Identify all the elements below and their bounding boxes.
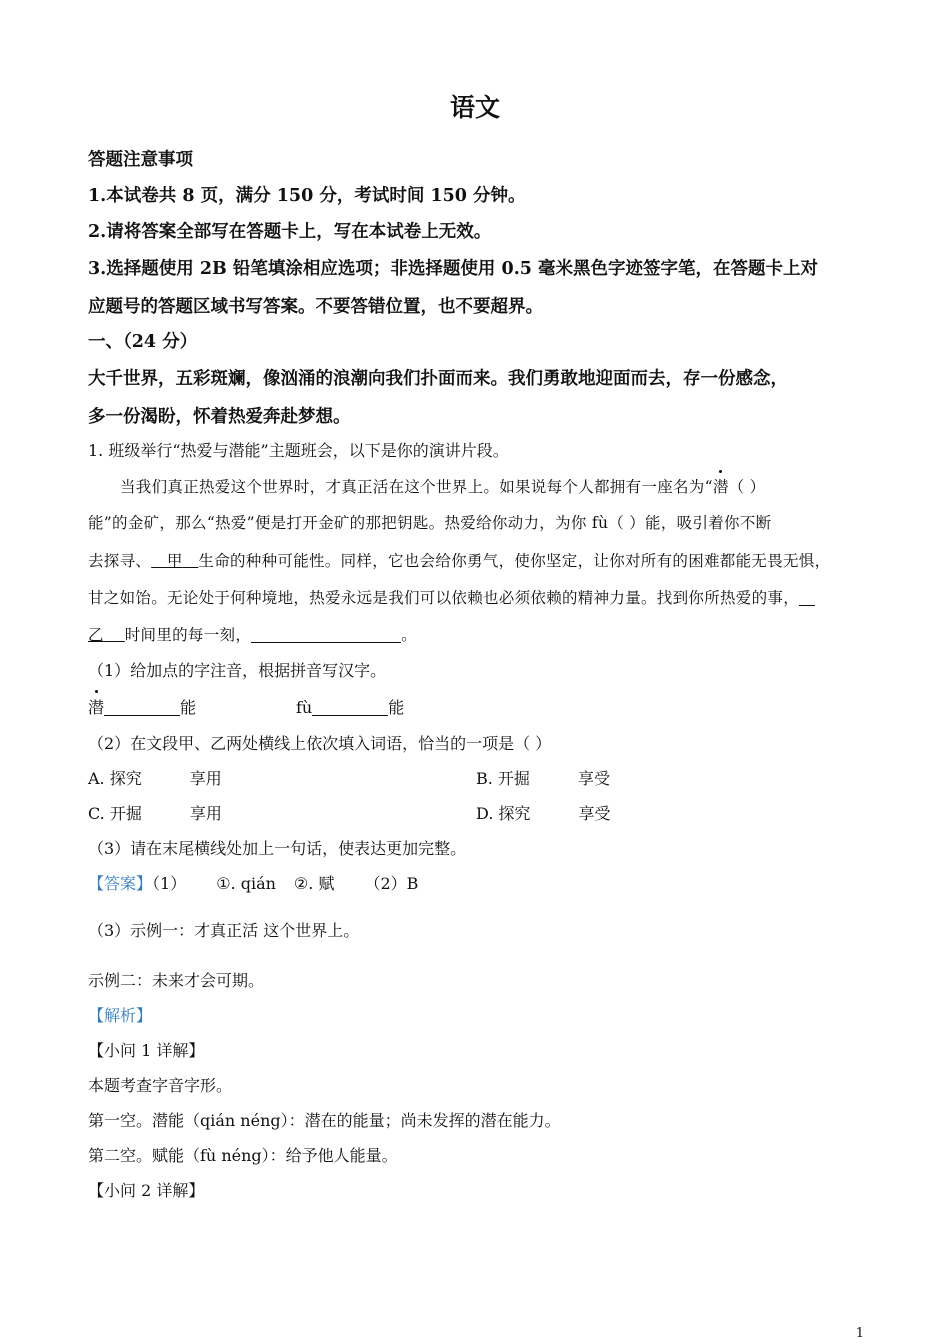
section-intro: 大千世界，五彩斑斓，像汹涌的浪潮向我们扑面而来。我们勇敢地迎面而去，存一份感念， — [88, 369, 788, 389]
analysis-line: 第一空。潜能（qián néng）：潜在的能量；尚未发挥的潜在能力。 — [88, 1111, 561, 1130]
blank-jia: 甲 — [166, 552, 183, 570]
fill-blank — [312, 699, 388, 716]
option-c: C. 开掘 享用 — [88, 804, 222, 823]
fill-blank — [104, 699, 180, 716]
answer-line: （3）示例一：才真正活 这个世界上。 — [88, 921, 360, 940]
passage-line: 甘之如饴。无论处于何种境地，热爱永远是我们可以依赖也必须依赖的精神力量。找到你所热爱的事， — [88, 586, 815, 608]
answer-tag: 【答案】 — [88, 874, 153, 893]
section-heading: 一、（24 分） — [88, 332, 198, 352]
blank-line — [799, 589, 815, 606]
blank-yi: 乙 — [88, 626, 104, 644]
page-title: 语文 — [449, 93, 500, 122]
dotted-char: 潜 — [88, 695, 104, 718]
notice-item: 应题号的答题区域书写答案。不要答错位置，也不要超界。 — [88, 297, 543, 317]
answer-line: 示例二：未来才会可期。 — [88, 971, 265, 990]
notice-heading: 答题注意事项 — [88, 150, 193, 170]
passage-line: 乙 时间里的每一刻， 。 — [88, 626, 417, 644]
passage-line: 能”的金矿，那么“热爱”便是打开金矿的那把钥匙。热爱给你动力，为你 fù（ ）能，吸引着你不断 — [88, 514, 772, 532]
analysis-tag: 【解析】 — [88, 1006, 153, 1025]
answer-blank — [251, 626, 401, 643]
sub1-fill-line: fù 能 — [296, 698, 405, 717]
notice-item: 2.请将答案全部写在答题卡上，写在本试卷上无效。 — [88, 222, 492, 242]
answer-line: 【答案】（1） ①. qián ②. 赋 （2）B — [88, 874, 419, 893]
dotted-char: 潜 — [713, 475, 729, 497]
analysis-subheading: 【小问 2 详解】 — [88, 1181, 205, 1200]
analysis-line: 本题考查字音字形。 — [88, 1076, 233, 1095]
option-b: B. 开掘 享受 — [476, 769, 610, 788]
sub-question-2: （2）在文段甲、乙两处横线上依次填入词语，恰当的一项是（ ） — [88, 734, 552, 753]
notice-item: 1.本试卷共 8 页，满分 150 分，考试时间 150 分钟。 — [88, 186, 526, 206]
option-d: D. 探究 享受 — [476, 804, 611, 823]
section-intro: 多一份渴盼，怀着热爱奔赴梦想。 — [88, 407, 351, 427]
notice-item: 3.选择题使用 2B 铅笔填涂相应选项；非选择题使用 0.5 毫米黑色字迹签字笔，在答题卡上对 — [88, 259, 819, 279]
passage-line: 当我们真正热爱这个世界时，才真正活在这个世界上。如果说每个人都拥有一座名为“潜（ ） — [120, 475, 765, 497]
question-stem: 1. 班级举行“热爱与潜能”主题班会，以下是你的演讲片段。 — [88, 441, 509, 460]
sub-question-3: （3）请在末尾横线处加上一句话，使表达更加完整。 — [88, 839, 467, 858]
page-number: 1 — [855, 1326, 864, 1341]
passage-line: 去探寻、 甲 生命的种种可能性。同样，它也会给你勇气，使你坚定，让你对所有的困难都能无畏无惧， — [88, 552, 831, 570]
analysis-line: 第二空。赋能（fù néng）：给予他人能量。 — [88, 1146, 398, 1165]
sub-question-1: （1）给加点的字注音，根据拼音写汉字。 — [88, 661, 387, 680]
sub1-fill-line: 潜 能 — [88, 695, 196, 718]
analysis-subheading: 【小问 1 详解】 — [88, 1041, 205, 1060]
option-a: A. 探究 享用 — [88, 769, 222, 788]
